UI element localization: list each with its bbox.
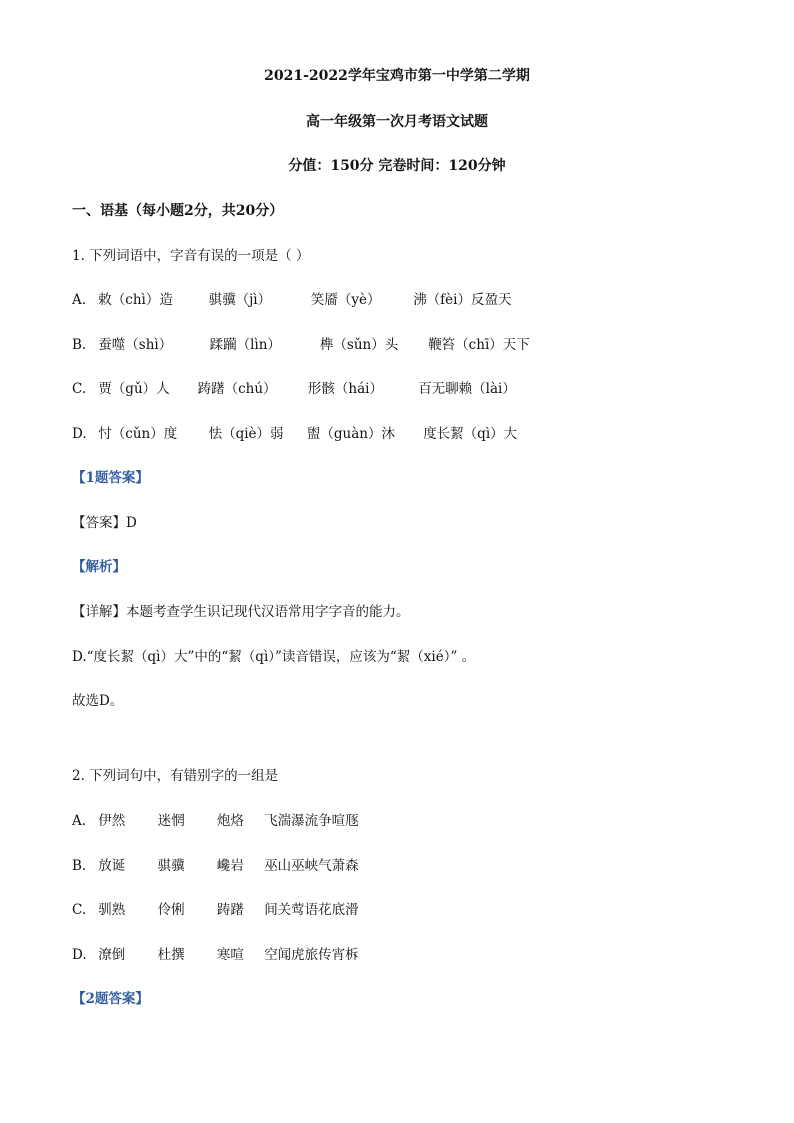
option-label: B. [72,337,87,353]
option-label: C. [72,902,87,918]
option-item: 空闻虎旅传宵柝 [264,947,359,963]
option-label: D. [72,947,87,963]
question-1-explanation: D.“度长絜（qì）大”中的“絜（qì）”读音错误，应该为“絜（xié）” 。 [72,649,476,665]
option-item: 间关莺语花底滑 [264,902,359,918]
question-1-detail: 【详解】本题考查学生识记现代汉语常用字字音的能力。 [72,604,410,620]
option-item: 榫（sǔn）头 [319,337,399,353]
option-label: A. [72,292,87,308]
option-item: 盥（guàn）沐 [306,426,395,442]
question-1-analysis-tag: 【解析】 [72,559,126,575]
option-item: 度长絜（qì）大 [423,426,518,442]
option-item: 驯熟 [98,902,126,918]
option-item: 骐骥（jì） [208,292,272,308]
option-item: 炮烙 [216,813,244,829]
question-2-option-a [72,812,359,830]
question-1-conclusion: 故选D。 [72,693,124,709]
option-item: 踌躇 [216,902,244,918]
option-item: 放诞 [98,858,126,874]
option-item: 巉岩 [216,858,244,874]
question-2-option-c [72,901,359,919]
option-item: 伊然 [98,813,126,829]
option-item: 沸（fèi）反盈天 [413,292,512,308]
exam-subtitle: 高一年级第一次月考语文试题 [306,114,488,130]
question-2-option-d [72,946,359,964]
option-item: 笑靥（yè） [310,292,381,308]
option-item: 百无聊赖（lài） [418,381,516,397]
option-item: 形骸（hái） [307,381,383,397]
option-item: 踌躇（chú） [197,381,277,397]
question-1-option-d [72,425,517,443]
question-1-answer-tag: 【1题答案】 [72,470,149,486]
option-item: 贾（gǔ）人 [98,381,170,397]
option-item: 骐骥 [157,858,185,874]
option-label: D. [72,426,87,442]
option-item: 蚕噬（shì） [98,337,173,353]
option-item: 潦倒 [98,947,126,963]
question-2-option-b [72,857,359,875]
option-item: 忖（cǔn）度 [98,426,178,442]
option-item: 蹂躏（lìn） [209,337,281,353]
question-1-option-a [72,291,512,309]
question-2-stem: 2. 下列词句中，有错别字的一组是 [72,768,279,784]
option-label: C. [72,381,87,397]
option-item: 杜撰 [157,947,185,963]
question-1-stem: 1. 下列词语中，字音有误的一项是（ ） [72,248,310,264]
question-2-answer-tag: 【2题答案】 [72,991,149,1007]
option-item: 飞湍瀑流争喧豗 [264,813,359,829]
option-item: 伶俐 [157,902,185,918]
option-item: 巫山巫峡气萧森 [264,858,359,874]
option-label: B. [72,858,87,874]
exam-score-time: 分值：150分 完卷时间：120分钟 [288,158,506,174]
question-1-answer: 【答案】D [72,515,137,531]
option-item: 怯（qiè）弱 [208,426,284,442]
option-item: 寒喧 [216,947,244,963]
section-heading: 一、语基（每小题2分，共20分） [72,203,284,219]
question-1-option-c [72,380,516,398]
option-item: 迷惘 [157,813,185,829]
option-item: 鞭笞（chī）天下 [428,337,530,353]
option-item: 敕（chì）造 [98,292,173,308]
question-1-option-b [72,336,530,354]
option-label: A. [72,813,87,829]
exam-title: 2021-2022学年宝鸡市第一中学第二学期 [264,68,530,84]
